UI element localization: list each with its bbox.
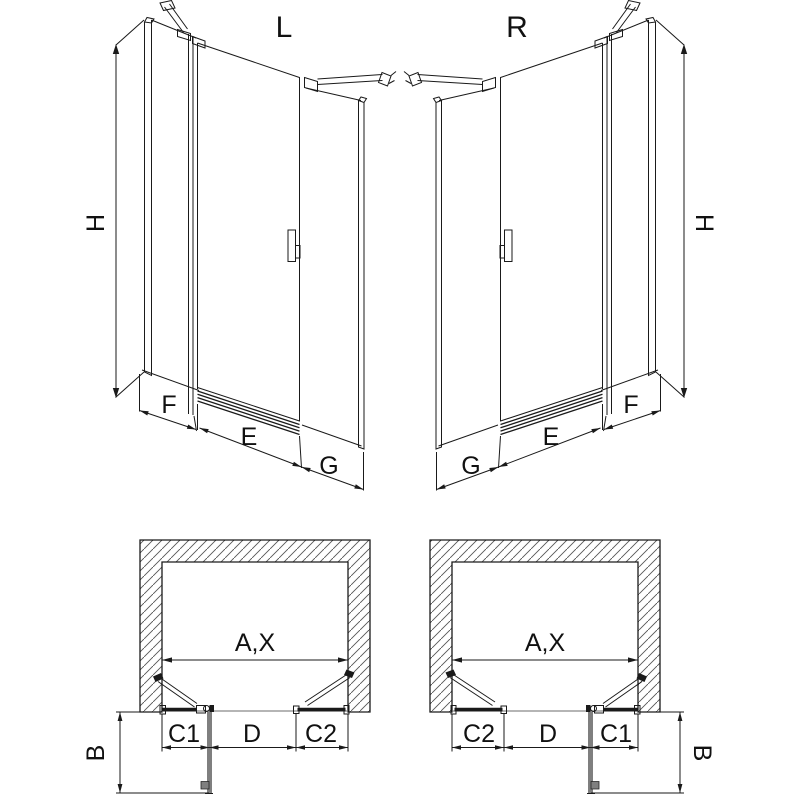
dim-label-door-right: D xyxy=(538,720,558,748)
dim-label-door-width-left: E xyxy=(240,423,258,451)
wall-hatch-left-plan xyxy=(140,540,370,712)
dim-label-side-panel-left: F xyxy=(161,391,177,419)
dim-label-c1-left: C1 xyxy=(168,720,200,748)
dim-label-height-right: H xyxy=(690,213,718,233)
dim-label-door-width-right: E xyxy=(542,423,560,451)
title-right-variant: R xyxy=(506,11,528,44)
dim-label-door-left: D xyxy=(242,720,262,748)
dim-label-c2-left: C2 xyxy=(305,720,337,748)
title-left-variant: L xyxy=(275,11,293,44)
dim-label-c2-right: C2 xyxy=(463,720,495,748)
dim-label-fixed-panel-right: G xyxy=(461,452,481,480)
dim-label-swing-depth-right: B xyxy=(688,744,716,762)
dim-label-fixed-panel-left: G xyxy=(319,452,339,480)
wall-hatch-right-plan xyxy=(430,540,660,712)
dim-label-total-width-left: A,X xyxy=(234,629,276,657)
dim-label-c1-right: C1 xyxy=(600,720,632,748)
dim-label-total-width-right: A,X xyxy=(524,629,566,657)
dim-label-height-left: H xyxy=(82,213,110,233)
dim-label-swing-depth-left: B xyxy=(82,744,110,762)
dim-label-side-panel-right: F xyxy=(623,391,639,419)
elevation-view-right xyxy=(404,1,687,491)
elevation-view-left xyxy=(113,1,396,491)
